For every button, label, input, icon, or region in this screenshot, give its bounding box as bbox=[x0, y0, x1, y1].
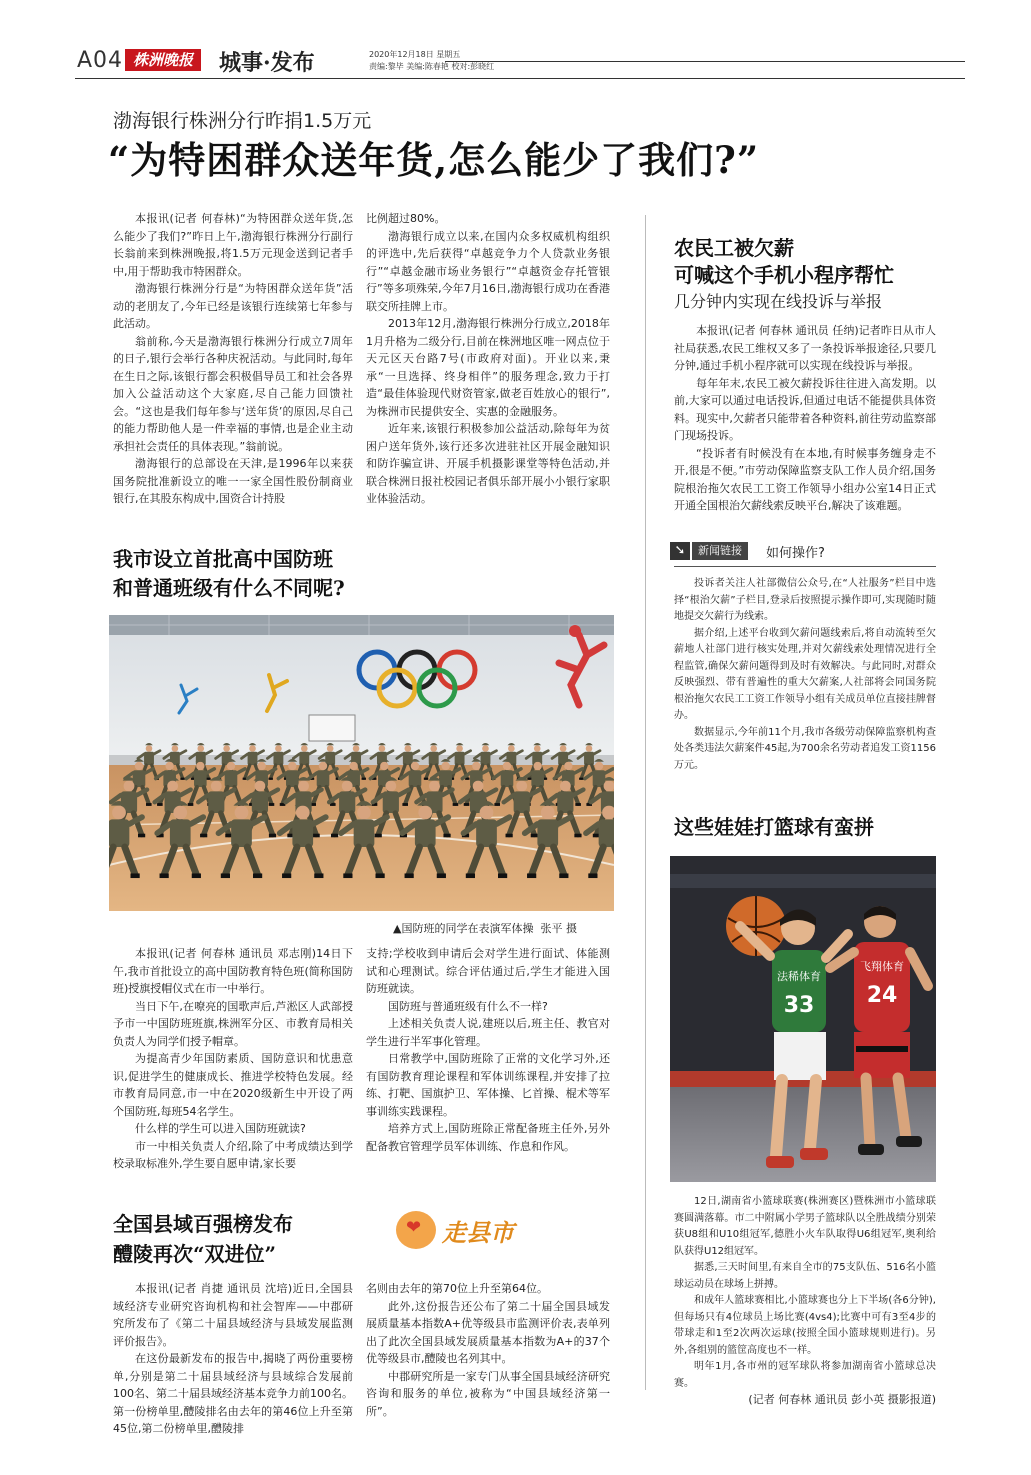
wage-title-2: 可喊这个手机小程序帮忙 bbox=[674, 263, 894, 287]
paragraph: 渤海银行株洲分行是“为特困群众送年货”活动的老朋友了,今年已经是该银行连续第七年参与此活动。 bbox=[113, 282, 353, 330]
paragraph: 据悉,三天时间里,有来自全市的75支队伍、516名小篮球运动员在球场上拼搏。 bbox=[674, 1262, 936, 1290]
wage-title-1: 农民工被欠薪 bbox=[674, 236, 794, 260]
paragraph: 和成年人篮球赛相比,小篮球赛也分上下半场(各6分钟),但每场只有4位球员上场比赛(4vs4);比赛中可有3至4步的带球走和1至2次两次运球(按照全国小篮球规则进行)。另外,各组别的篮筐高度也不一样。 bbox=[674, 1295, 936, 1356]
wage-subtitle: 几分钟内实现在线投诉与举报 bbox=[674, 292, 883, 311]
paragraph: 中郡研究所是一家专门从事全国县域经济研究咨询和服务的单位,被称为“中国县域经济第一所”。 bbox=[366, 1369, 610, 1418]
news-link-title: 如何操作? bbox=[766, 546, 825, 561]
paragraph: 当日下午,在嘹亮的国歌声后,芦淞区人武部授予市一中国防班班旗,株洲军分区、市教育局相关负责人为同学们授予帽章。 bbox=[113, 999, 353, 1048]
paragraph: 近年来,该银行积极参加公益活动,除每年为贫困户送年货外,该行还多次进驻社区开展金融知识和防诈骗宣讲、开展手机摄影课堂等特色活动,并联合株洲日报社校园记者俱乐部开展小小银行家职业体验活动。 bbox=[366, 422, 610, 505]
paragraph: 翁前称,今天是渤海银行株洲分行成立7周年的日子,银行会举行各种庆祝活动。与此同时,每年在生日之际,该银行都会积极倡导员工和社会各界加入公益活动这个大家庭,尽自己能力回馈社会。“这也是我们每年参与‘送年货’的原因,尽自己的能力帮助他人是一件幸福的事情,也是企业主动承担社会责任的具体表现。”翁前说。 bbox=[113, 334, 353, 453]
paragraph: 渤海银行的总部设在天津,是1996年以来获国务院批准新设立的唯一一家全国性股份制商业银行,在其股东构成中,国资合计持股 bbox=[113, 457, 353, 505]
paragraph: 此外,这份报告还公布了第二十届全国县域发展质量基本指数A+优等级县市监测评价表,表单列出了此次全国县域发展质量基本指数为A+的37个优等级县市,醴陵也名列其中。 bbox=[366, 1299, 610, 1365]
wage-body bbox=[674, 322, 936, 515]
defense-column-1 bbox=[113, 945, 353, 1173]
basketball-body bbox=[674, 1194, 936, 1409]
paragraph: 在这份最新发布的报告中,揭晓了两份重要榜单,分别是第二十届县域经济与县域综合发展前100名、第二十届县域经济基本竞争力前100名。第一份榜单里,醴陵排名由去年的第46位上升至第45位,第二份榜单里,醴陵排 bbox=[113, 1352, 353, 1435]
paragraph: 日常教学中,国防班除了正常的文化学习外,还有国防教育理论课程和军体训练课程,并安排了拉练、打靶、国旗护卫、军体操、匕首操、棍术等军事训练实践课程。 bbox=[366, 1052, 610, 1118]
header-rule-right bbox=[445, 61, 965, 62]
paragraph: 渤海银行成立以来,在国内众多权威机构组织的评选中,先后获得“卓越竞争力个人贷款业务银行”“卓越金融市场业务银行”“卓越资金存托管银行”等多项殊荣,今年7月16日,渤海银行成功在香港联交所挂牌上市。 bbox=[366, 229, 610, 313]
lead-column-2 bbox=[366, 210, 610, 508]
paragraph: 国防班与普通班级有什么不一样? bbox=[388, 999, 548, 1013]
defense-photo-illustration bbox=[109, 615, 614, 911]
paragraph: 明年1月,各市州的冠军球队将参加湖南省小篮球总决赛。 bbox=[674, 1361, 936, 1389]
paragraph: 数据显示,今年前11个月,我市各级劳动保障监察机构查处各类违法欠薪案件45起,为700余名劳动者追发工资1156万元。 bbox=[674, 726, 936, 771]
paragraph: 比例超过80%。 bbox=[366, 212, 446, 225]
jersey-left-number: 33 bbox=[783, 993, 815, 1018]
county-logo-text: 走县市 bbox=[442, 1219, 514, 1247]
county-column-1 bbox=[113, 1280, 353, 1438]
section-name: 城事·发布 bbox=[219, 50, 315, 76]
basketball-photo bbox=[670, 856, 936, 1182]
paragraph: 每年年末,农民工被欠薪投诉往往进入高发期。以前,大家可以通过电话投诉,但通过电话不能提供具体资料。现实中,欠薪者只能带着各种资料,前往劳动监察部门现场投诉。 bbox=[674, 376, 936, 442]
issue-date: 2020年12月18日 星期五 bbox=[369, 50, 461, 59]
lead-headline: “为特困群众送年货,怎么能少了我们?” bbox=[108, 138, 760, 182]
paragraph: 本报讯(记者 何春林 通讯员 任纳)记者昨日从市人社局获悉,农民工维权又多了一条投诉举报途径,只要几分钟,通过手机小程序就可以实现在线投诉与举报。 bbox=[674, 324, 936, 372]
county-column-2 bbox=[366, 1280, 610, 1420]
paragraph: 本报讯(记者 何春林 通讯员 邓志刚)14日下午,我市首批设立的高中国防教育特色班(简称国防班)授旗授帽仪式在市一中举行。 bbox=[113, 947, 353, 995]
arrow-icon: ➘ bbox=[670, 542, 690, 560]
editor-credits: 责编:黎毕 美编:陈春艳 校对:彭晓红 bbox=[369, 62, 495, 71]
jersey-right-name: 飞翔体育 bbox=[860, 960, 904, 973]
paragraph: 据介绍,上述平台收到欠薪问题线索后,将自动流转至欠薪地人社部门进行核实处理,并对欠薪线索处理情况进行全程监管,确保欠薪问题得到及时有效解决。与此同时,对群众反映强烈、带有普遍性的重大欠薪案,人社部将会同国务院根治拖欠农民工工资工作领导小组有关成员单位直接挂牌督办。 bbox=[674, 627, 936, 721]
heart-icon: ❤ bbox=[406, 1217, 422, 1238]
lead-column-1 bbox=[113, 210, 353, 508]
paragraph: 2013年12月,渤海银行株洲分行成立,2018年1月升格为二级分行,目前在株洲地区唯一网点位于天元区天台路7号(市政府对面)。开业以来,秉承“一旦选择、终身相伴”的服务理念,致力于打造“最佳体验现代财资管家,做老百姓放心的银行”,为株洲市民提供安全、实惠的金融服务。 bbox=[366, 317, 610, 418]
paragraph: 培养方式上,国防班除正常配备班主任外,另外配备教官管理学员军体训练、作息和作风。 bbox=[366, 1122, 610, 1153]
county-title-2: 醴陵再次“双进位” bbox=[113, 1242, 277, 1266]
paragraph: 什么样的学生可以进入国防班就读? bbox=[135, 1122, 306, 1135]
county-title-1: 全国县域百强榜发布 bbox=[113, 1212, 293, 1236]
defense-photo-caption: ▲国防班的同学在表演军体操 张平 摄 bbox=[393, 922, 577, 935]
defense-column-2 bbox=[366, 945, 610, 1155]
paragraph: 本报讯(记者 何春林)“为特困群众送年货,怎么能少了我们?”昨日上午,渤海银行株洲分行副行长翁前来到株洲晚报,将1.5万元现金送到记者手中,用于帮助我市特困群众。 bbox=[113, 212, 353, 278]
jersey-right-number: 24 bbox=[866, 983, 898, 1008]
paragraph: 上述相关负责人说,建班以后,班主任、教官对学生进行半军事化管理。 bbox=[366, 1017, 610, 1048]
defense-title-2: 和普通班级有什么不同呢? bbox=[113, 576, 345, 600]
defense-photo bbox=[109, 615, 614, 911]
county-logo bbox=[392, 1207, 542, 1253]
paragraph: 市一中相关负责人介绍,除了中考成绩达到学校录取标准外,学生要自愿申请,家长要 bbox=[113, 1139, 353, 1170]
jersey-left-name: 法稀体育 bbox=[777, 970, 821, 983]
page-number: A04 bbox=[77, 48, 124, 73]
column-divider bbox=[645, 215, 646, 1390]
paragraph: 为提高青少年国防素质、国防意识和忧患意识,促进学生的健康成长、推进学校特色发展。经市教育局同意,市一中在2020级新生中开设了两个国防班,每班54名学生。 bbox=[113, 1052, 353, 1118]
news-link-body bbox=[674, 576, 936, 774]
paragraph: 名则由去年的第70位上升至第64位。 bbox=[366, 1282, 548, 1295]
defense-title-1: 我市设立首批高中国防班 bbox=[113, 547, 333, 571]
paragraph: 投诉者关注人社部微信公众号,在“人社服务”栏目中选择“根治欠薪”子栏目,登录后按照提示操作即可,实现随时随地提交欠薪行为线索。 bbox=[674, 578, 936, 622]
paragraph: 本报讯(记者 肖捷 通讯员 沈培)近日,全国县域经济专业研究咨询机构和社会智库——中郡研究所发布了《第二十届县域经济与县域发展监测评价报告》。 bbox=[113, 1282, 353, 1348]
header-rule bbox=[75, 78, 965, 79]
paragraph: “投诉者有时候没有在本地,有时候事务缠身走不开,很是不便。”市劳动保障监察支队工作人员介绍,国务院根治拖欠农民工工资工作领导小组办公室14日正式开通全国根治欠薪线索反映平台,解决了该难题。 bbox=[674, 446, 936, 512]
paragraph: 支持;学校收到申请后会对学生进行面试、体能测试和心理测试。综合评估通过后,学生才能进入国防班就读。 bbox=[366, 947, 610, 995]
paper-logo: 株洲晚报 bbox=[125, 49, 201, 71]
paragraph: 12日,湖南省小篮球联赛(株洲赛区)暨株洲市小篮球联赛圆满落幕。市二中附属小学男子篮球队以全胜战绩分别荣获U8组和U10组冠军,德胜小火车队取得U6组冠军,奥利给队获得U12组冠军。 bbox=[674, 1196, 936, 1257]
news-link-label: 新闻链接 bbox=[692, 542, 748, 560]
lead-kicker: 渤海银行株洲分行昨捐1.5万元 bbox=[113, 110, 372, 132]
news-link-rule bbox=[674, 566, 936, 567]
photo-credit: (记者 何春林 通讯员 彭小英 摄影报道) bbox=[748, 1393, 936, 1406]
basketball-title: 这些娃娃打篮球有蛮拼 bbox=[674, 815, 874, 839]
basketball-photo-illustration bbox=[670, 856, 936, 1182]
